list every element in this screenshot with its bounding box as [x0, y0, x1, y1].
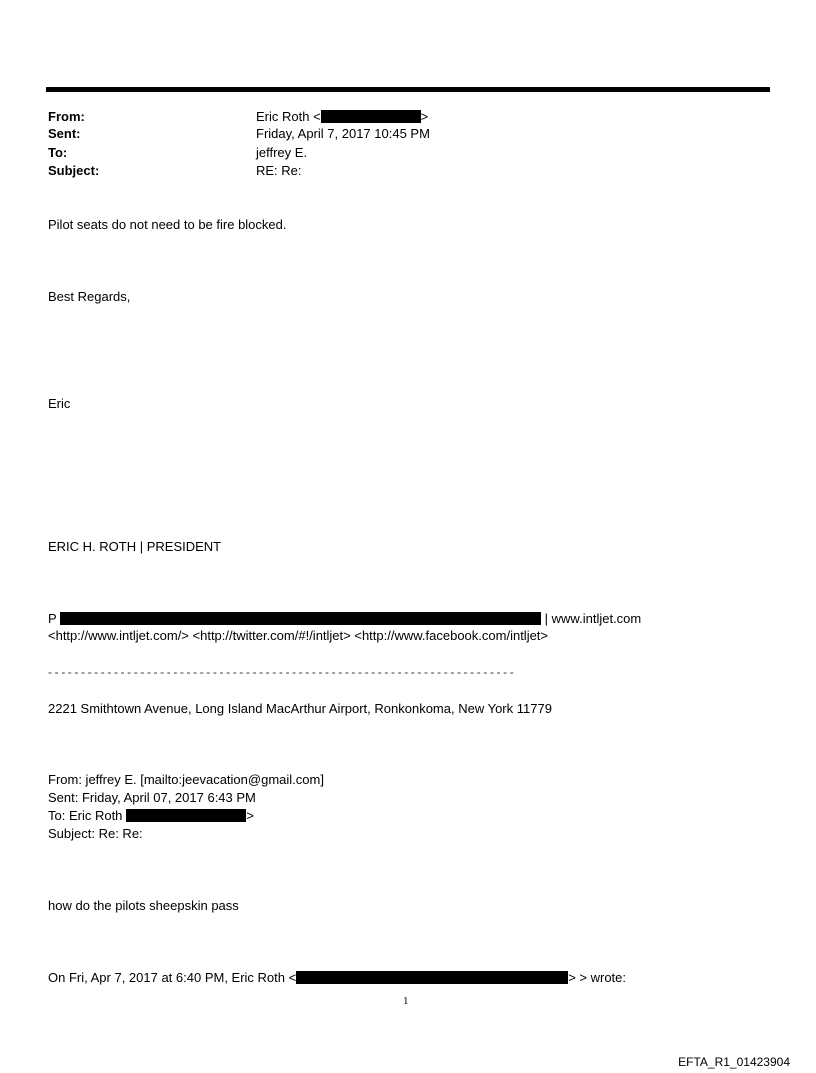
header-rule: [46, 87, 770, 92]
to-label: To:: [48, 145, 68, 160]
redaction-bar: [321, 110, 421, 123]
phone-prefix: P: [48, 611, 57, 626]
subject-value: RE: Re:: [256, 163, 302, 178]
sent-value: Friday, April 7, 2017 10:45 PM: [256, 126, 430, 141]
to-value: jeffrey E.: [256, 145, 308, 160]
redaction-bar: [296, 971, 568, 984]
signoff-line: Eric: [48, 396, 71, 411]
sent-label: Sent:: [48, 126, 81, 141]
attribution-suffix: > > wrote:: [568, 970, 627, 985]
separator-line: -----------------------------------------------------------------------: [48, 665, 517, 679]
quoted-from: From: jeffrey E. [mailto:jeevacation@gmail.com]: [48, 772, 324, 787]
quoted-message: how do the pilots sheepskin pass: [48, 898, 239, 913]
body-line: Pilot seats do not need to be fire blocked.: [48, 217, 287, 232]
from-label: From:: [48, 109, 85, 124]
quoted-attribution: [48, 969, 626, 986]
from-value: [256, 108, 428, 125]
from-close: >: [420, 109, 429, 124]
redaction-bar: [126, 809, 246, 822]
quoted-to: [48, 807, 254, 824]
from-name: Eric Roth <: [256, 109, 321, 124]
page-number: 1: [403, 995, 409, 1007]
quoted-to-prefix: To: Eric Roth: [48, 808, 123, 823]
quoted-subject: Subject: Re: Re:: [48, 826, 143, 841]
attribution-prefix: On Fri, Apr 7, 2017 at 6:40 PM, Eric Roth <: [48, 970, 297, 985]
document-id: EFTA_R1_01423904: [678, 1055, 790, 1069]
quoted-sent: Sent: Friday, April 07, 2017 6:43 PM: [48, 790, 256, 805]
regards-line: Best Regards,: [48, 289, 131, 304]
subject-label: Subject:: [48, 163, 100, 178]
quoted-to-suffix: >: [246, 808, 255, 823]
website-text: | www.intljet.com: [544, 611, 642, 626]
redaction-bar: [60, 612, 541, 625]
signature-title: ERIC H. ROTH | PRESIDENT: [48, 539, 222, 554]
address-line: 2221 Smithtown Avenue, Long Island MacArthur Airport, Ronkonkoma, New York 11779: [48, 701, 552, 716]
phone-line: [48, 610, 641, 627]
social-links: <http://www.intljet.com/> <http://twitter.com/#!/intljet> <http://www.facebook.com/intljet>: [48, 628, 549, 643]
